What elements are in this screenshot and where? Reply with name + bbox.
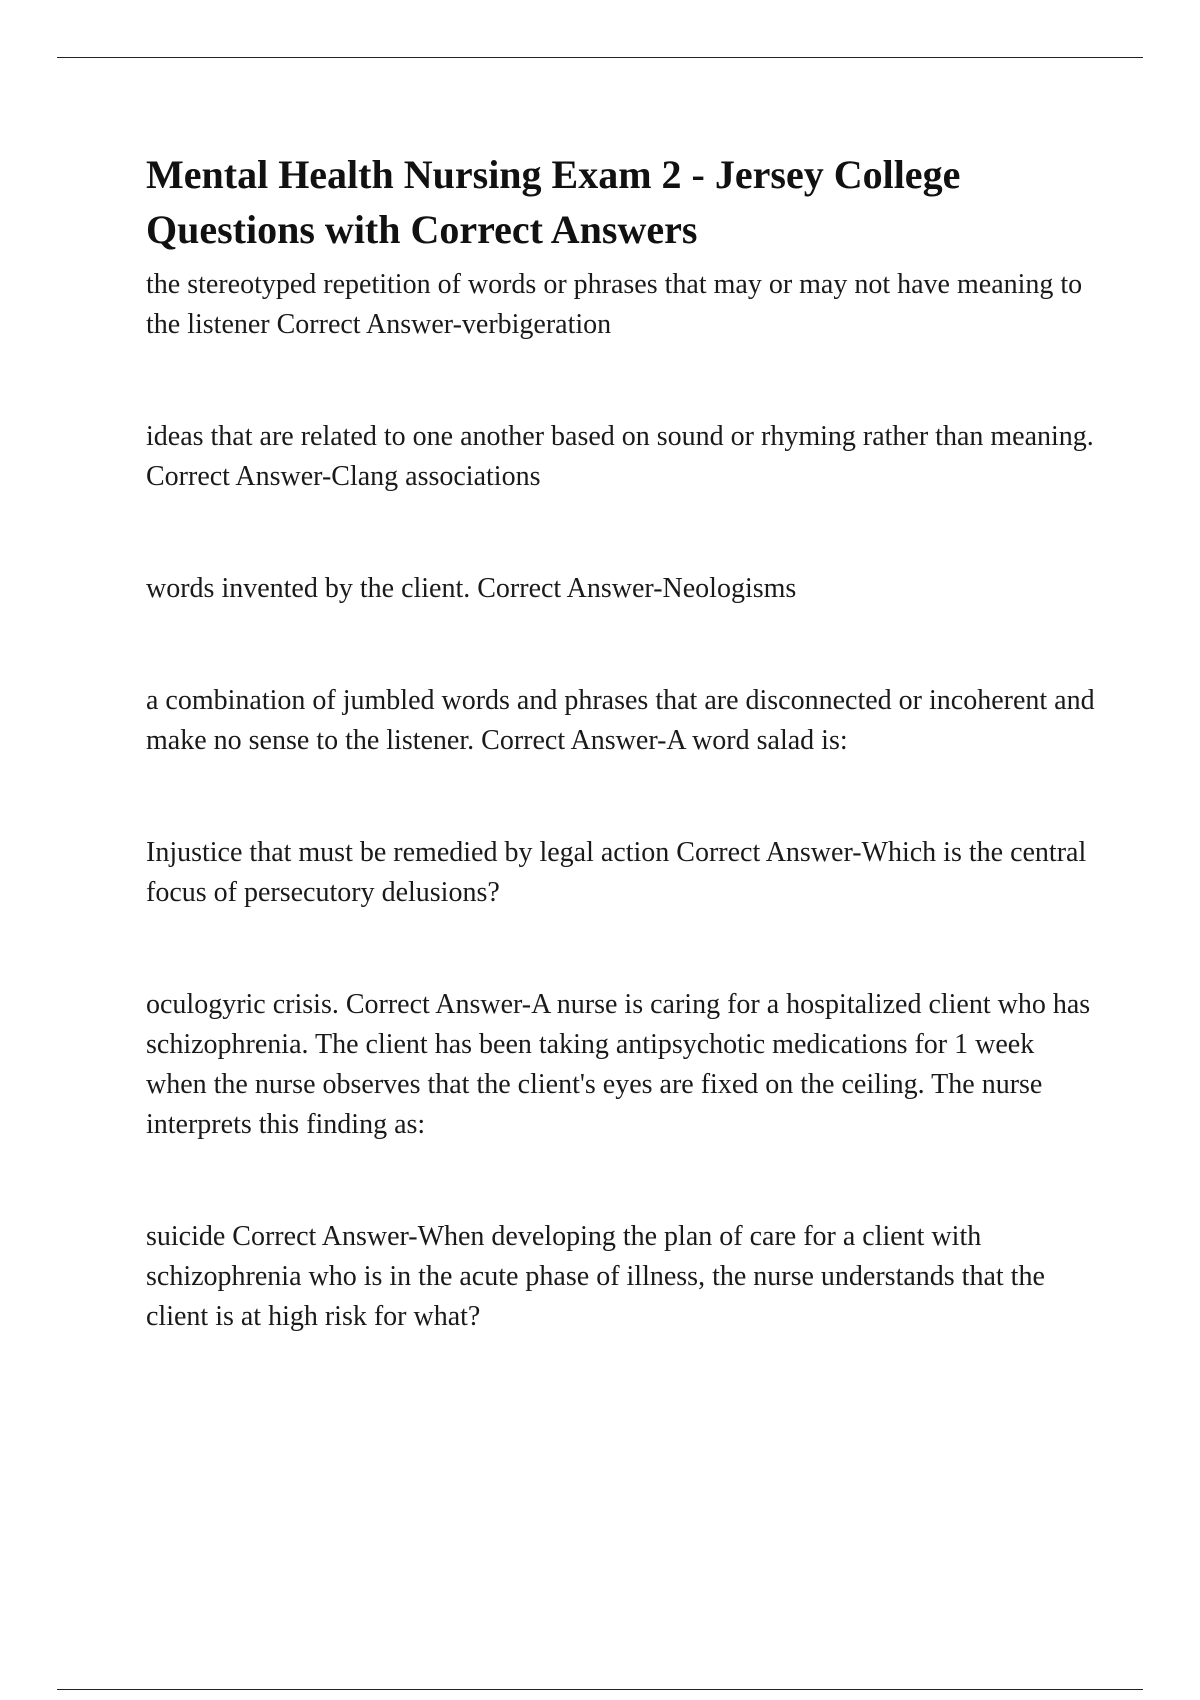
bottom-divider — [57, 1689, 1143, 1690]
top-divider — [57, 57, 1143, 58]
document-title — [146, 147, 1096, 257]
qa-item: a combination of jumbled words and phrases that are disconnected or incoherent and make no sense to the listener. Correct Answer-A word salad is: — [146, 685, 1095, 756]
qa-item: ideas that are related to one another based on sound or rhyming rather than meaning. Correct Answer-Clang associations — [146, 421, 1094, 492]
qa-item: suicide Correct Answer-When developing the plan of care for a client with schizophrenia who is in the acute phase of illness, the nurse understands that the client is at high risk for what? — [146, 1221, 1045, 1332]
qa-list — [146, 265, 1096, 1337]
title-line-1: Mental Health Nursing Exam 2 - Jersey College — [146, 152, 961, 197]
qa-item: Injustice that must be remedied by legal action Correct Answer-Which is the central focus of persecutory delusions? — [146, 837, 1087, 908]
document-body — [146, 147, 1096, 1409]
title-line-2: Questions with Correct Answers — [146, 207, 698, 252]
qa-item: words invented by the client. Correct Answer-Neologisms — [146, 573, 797, 604]
qa-item: oculogyric crisis. Correct Answer-A nurse is caring for a hospitalized client who has schizophrenia. The client has been taking antipsychotic medications for 1 week when the nurse observes that the client's eyes are fixed on the ceiling. The nurse interprets this finding as: — [146, 989, 1091, 1140]
qa-item: the stereotyped repetition of words or phrases that may or may not have meaning to the listener Correct Answer-verbigeration — [146, 269, 1083, 340]
